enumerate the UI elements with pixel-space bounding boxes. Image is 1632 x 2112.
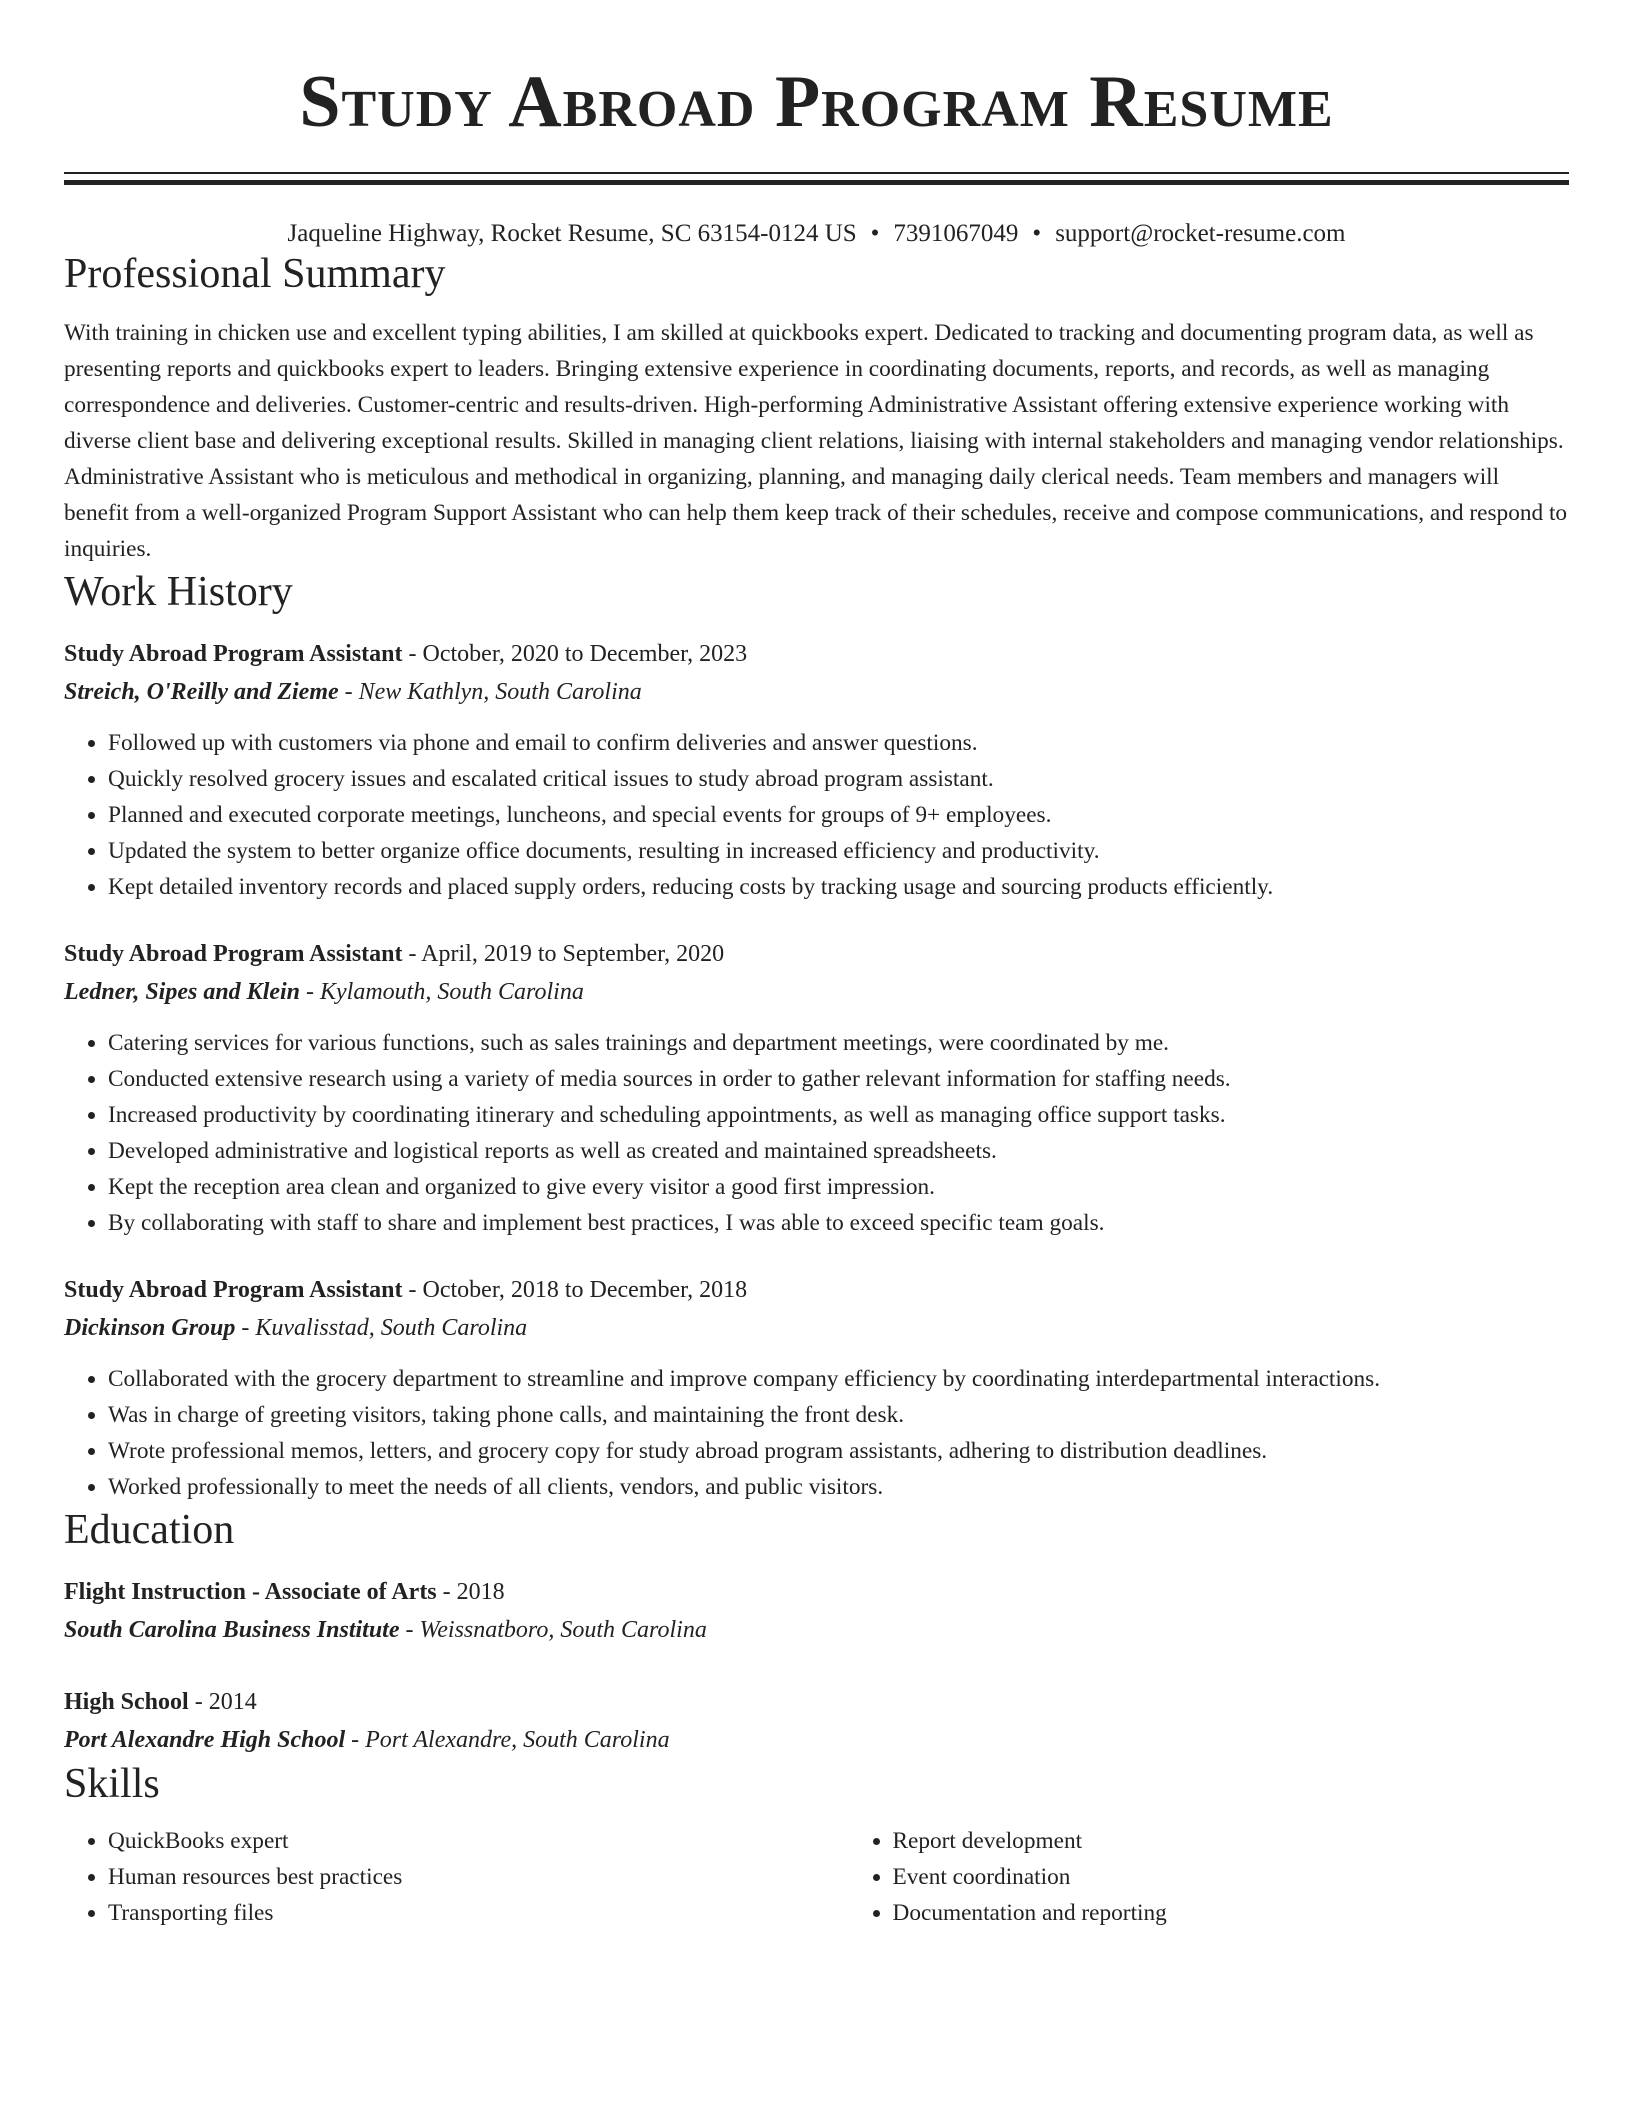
list-item: • Increased productivity by coordinating itinerary and scheduling appointments, as well as managing office support tasks.: [108, 1097, 1569, 1133]
contact-separator: •: [1032, 220, 1042, 247]
list-item: • Human resources best practices: [108, 1859, 785, 1895]
resume-title: Study Abroad Program Resume: [299, 61, 1334, 143]
job-title-line: [64, 1271, 1569, 1309]
list-item: • Event coordination: [893, 1859, 1570, 1895]
list-item: • Collaborated with the grocery department to streamline and improve company efficiency by coordinating interdepartmental interactions.: [108, 1361, 1569, 1397]
list-item: • Kept detailed inventory records and placed supply orders, reducing costs by tracking usage and sourcing products efficiently.: [108, 869, 1569, 905]
education-year: - 2018: [436, 1579, 505, 1605]
list-item: • By collaborating with staff to share and implement best practices, I was able to exceed specific team goals.: [108, 1205, 1569, 1241]
contact-line: [64, 219, 1569, 249]
job-dates: - October, 2020 to December, 2023: [402, 641, 748, 667]
contact-separator: •: [870, 220, 880, 247]
contact-address: Jaqueline Highway, Rocket Resume, SC 63154-0124 US: [287, 220, 857, 247]
education-school: Port Alexandre High School: [64, 1727, 346, 1753]
education-heading: Education: [64, 1507, 235, 1553]
job-location: - Kuvalisstad, South Carolina: [235, 1315, 528, 1341]
education-degree: High School: [64, 1689, 189, 1715]
education-school: South Carolina Business Institute: [64, 1617, 400, 1643]
list-item: • Followed up with customers via phone and email to confirm deliveries and answer questions.: [108, 725, 1569, 761]
job-company: Ledner, Sipes and Klein: [64, 979, 301, 1005]
list-item: • Kept the reception area clean and organized to give every visitor a good first impression.: [108, 1169, 1569, 1205]
list-item: • Worked professionally to meet the needs of all clients, vendors, and public visitors.: [108, 1469, 1569, 1505]
list-item: • Catering services for various functions, such as sales trainings and department meetings, were coordinated by me.: [108, 1025, 1569, 1061]
title-divider-thin: [64, 172, 1569, 174]
summary-text: With training in chicken use and excellent typing abilities, I am skilled at quickbooks expert. Dedicated to tracking and documenting program data, as well as presenting reports and quickbooks expert to leaders. Bringing extensive experience in coordinating documents, reports, and records, as well as managing correspondence and deliveries. Customer-centric and results-driven. High-performing Administrative Assistant offering extensive experience working with diverse client base and delivering exceptional results. Skilled in managing client relations, liaising with internal stakeholders and managing vendor relationships. Administrative Assistant who is meticulous and methodical in organizing, planning, and managing daily clerical needs. Team members and managers will benefit from a well-organized Program Support Assistant who can help them keep track of their schedules, receive and compose communications, and respond to inquiries.: [64, 320, 1568, 562]
job-dates: - April, 2019 to September, 2020: [402, 941, 725, 967]
skills-column-right: [785, 1823, 1570, 1931]
job-bullets: [64, 1361, 1569, 1505]
education-entry: [64, 1683, 1569, 1759]
list-item: • Updated the system to better organize office documents, resulting in increased efficiency and productivity.: [108, 833, 1569, 869]
list-item: • Documentation and reporting: [893, 1895, 1570, 1931]
list-item: • Transporting files: [108, 1895, 785, 1931]
education-school-line: [64, 1721, 1569, 1759]
list-item: • QuickBooks expert: [108, 1823, 785, 1859]
job-company: Streich, O'Reilly and Zieme: [64, 679, 339, 705]
job-company: Dickinson Group: [64, 1315, 236, 1341]
job-title: Study Abroad Program Assistant: [64, 1277, 403, 1303]
job-title: Study Abroad Program Assistant: [64, 941, 403, 967]
education-location: - Port Alexandre, South Carolina: [345, 1727, 670, 1753]
job-title-line: [64, 935, 1569, 973]
work-history-heading: Work History: [64, 569, 293, 615]
title-divider-thick: [64, 180, 1569, 185]
education-location: - Weissnatboro, South Carolina: [399, 1617, 707, 1643]
job-bullets: [64, 1025, 1569, 1241]
summary-heading: Professional Summary: [64, 251, 446, 297]
job-title: Study Abroad Program Assistant: [64, 641, 403, 667]
education-degree-line: [64, 1683, 1569, 1721]
job-company-line: [64, 1309, 1569, 1347]
education-degree-line: [64, 1573, 1569, 1611]
job-company-line: [64, 973, 1569, 1011]
list-item: • Wrote professional memos, letters, and grocery copy for study abroad program assistants, adhering to distribution deadlines.: [108, 1433, 1569, 1469]
list-item: • Planned and executed corporate meetings, luncheons, and special events for groups of 9+ employees.: [108, 797, 1569, 833]
job-bullets: [64, 725, 1569, 905]
skills-list: [64, 1823, 1569, 1931]
contact-email: support@rocket-resume.com: [1055, 220, 1346, 247]
education-entry: [64, 1573, 1569, 1649]
list-item: • Was in charge of greeting visitors, taking phone calls, and maintaining the front desk.: [108, 1397, 1569, 1433]
job-dates: - October, 2018 to December, 2018: [402, 1277, 748, 1303]
contact-phone: 7391067049: [893, 220, 1019, 247]
job-entry: [64, 635, 1569, 905]
skills-column-left: [64, 1823, 785, 1931]
list-item: • Conducted extensive research using a variety of media sources in order to gather relevant information for staffing needs.: [108, 1061, 1569, 1097]
education-school-line: [64, 1611, 1569, 1649]
job-company-line: [64, 673, 1569, 711]
job-location: - New Kathlyn, South Carolina: [338, 679, 642, 705]
resume-page: [64, 0, 1569, 1931]
job-entry: [64, 935, 1569, 1241]
education-degree: Flight Instruction - Associate of Arts: [64, 1579, 437, 1605]
job-location: - Kylamouth, South Carolina: [300, 979, 584, 1005]
list-item: • Report development: [893, 1823, 1570, 1859]
job-entry: [64, 1271, 1569, 1505]
job-title-line: [64, 635, 1569, 673]
education-year: - 2014: [188, 1689, 257, 1715]
list-item: • Quickly resolved grocery issues and escalated critical issues to study abroad program assistant.: [108, 761, 1569, 797]
skills-heading: Skills: [64, 1761, 160, 1807]
list-item: • Developed administrative and logistical reports as well as created and maintained spreadsheets.: [108, 1133, 1569, 1169]
